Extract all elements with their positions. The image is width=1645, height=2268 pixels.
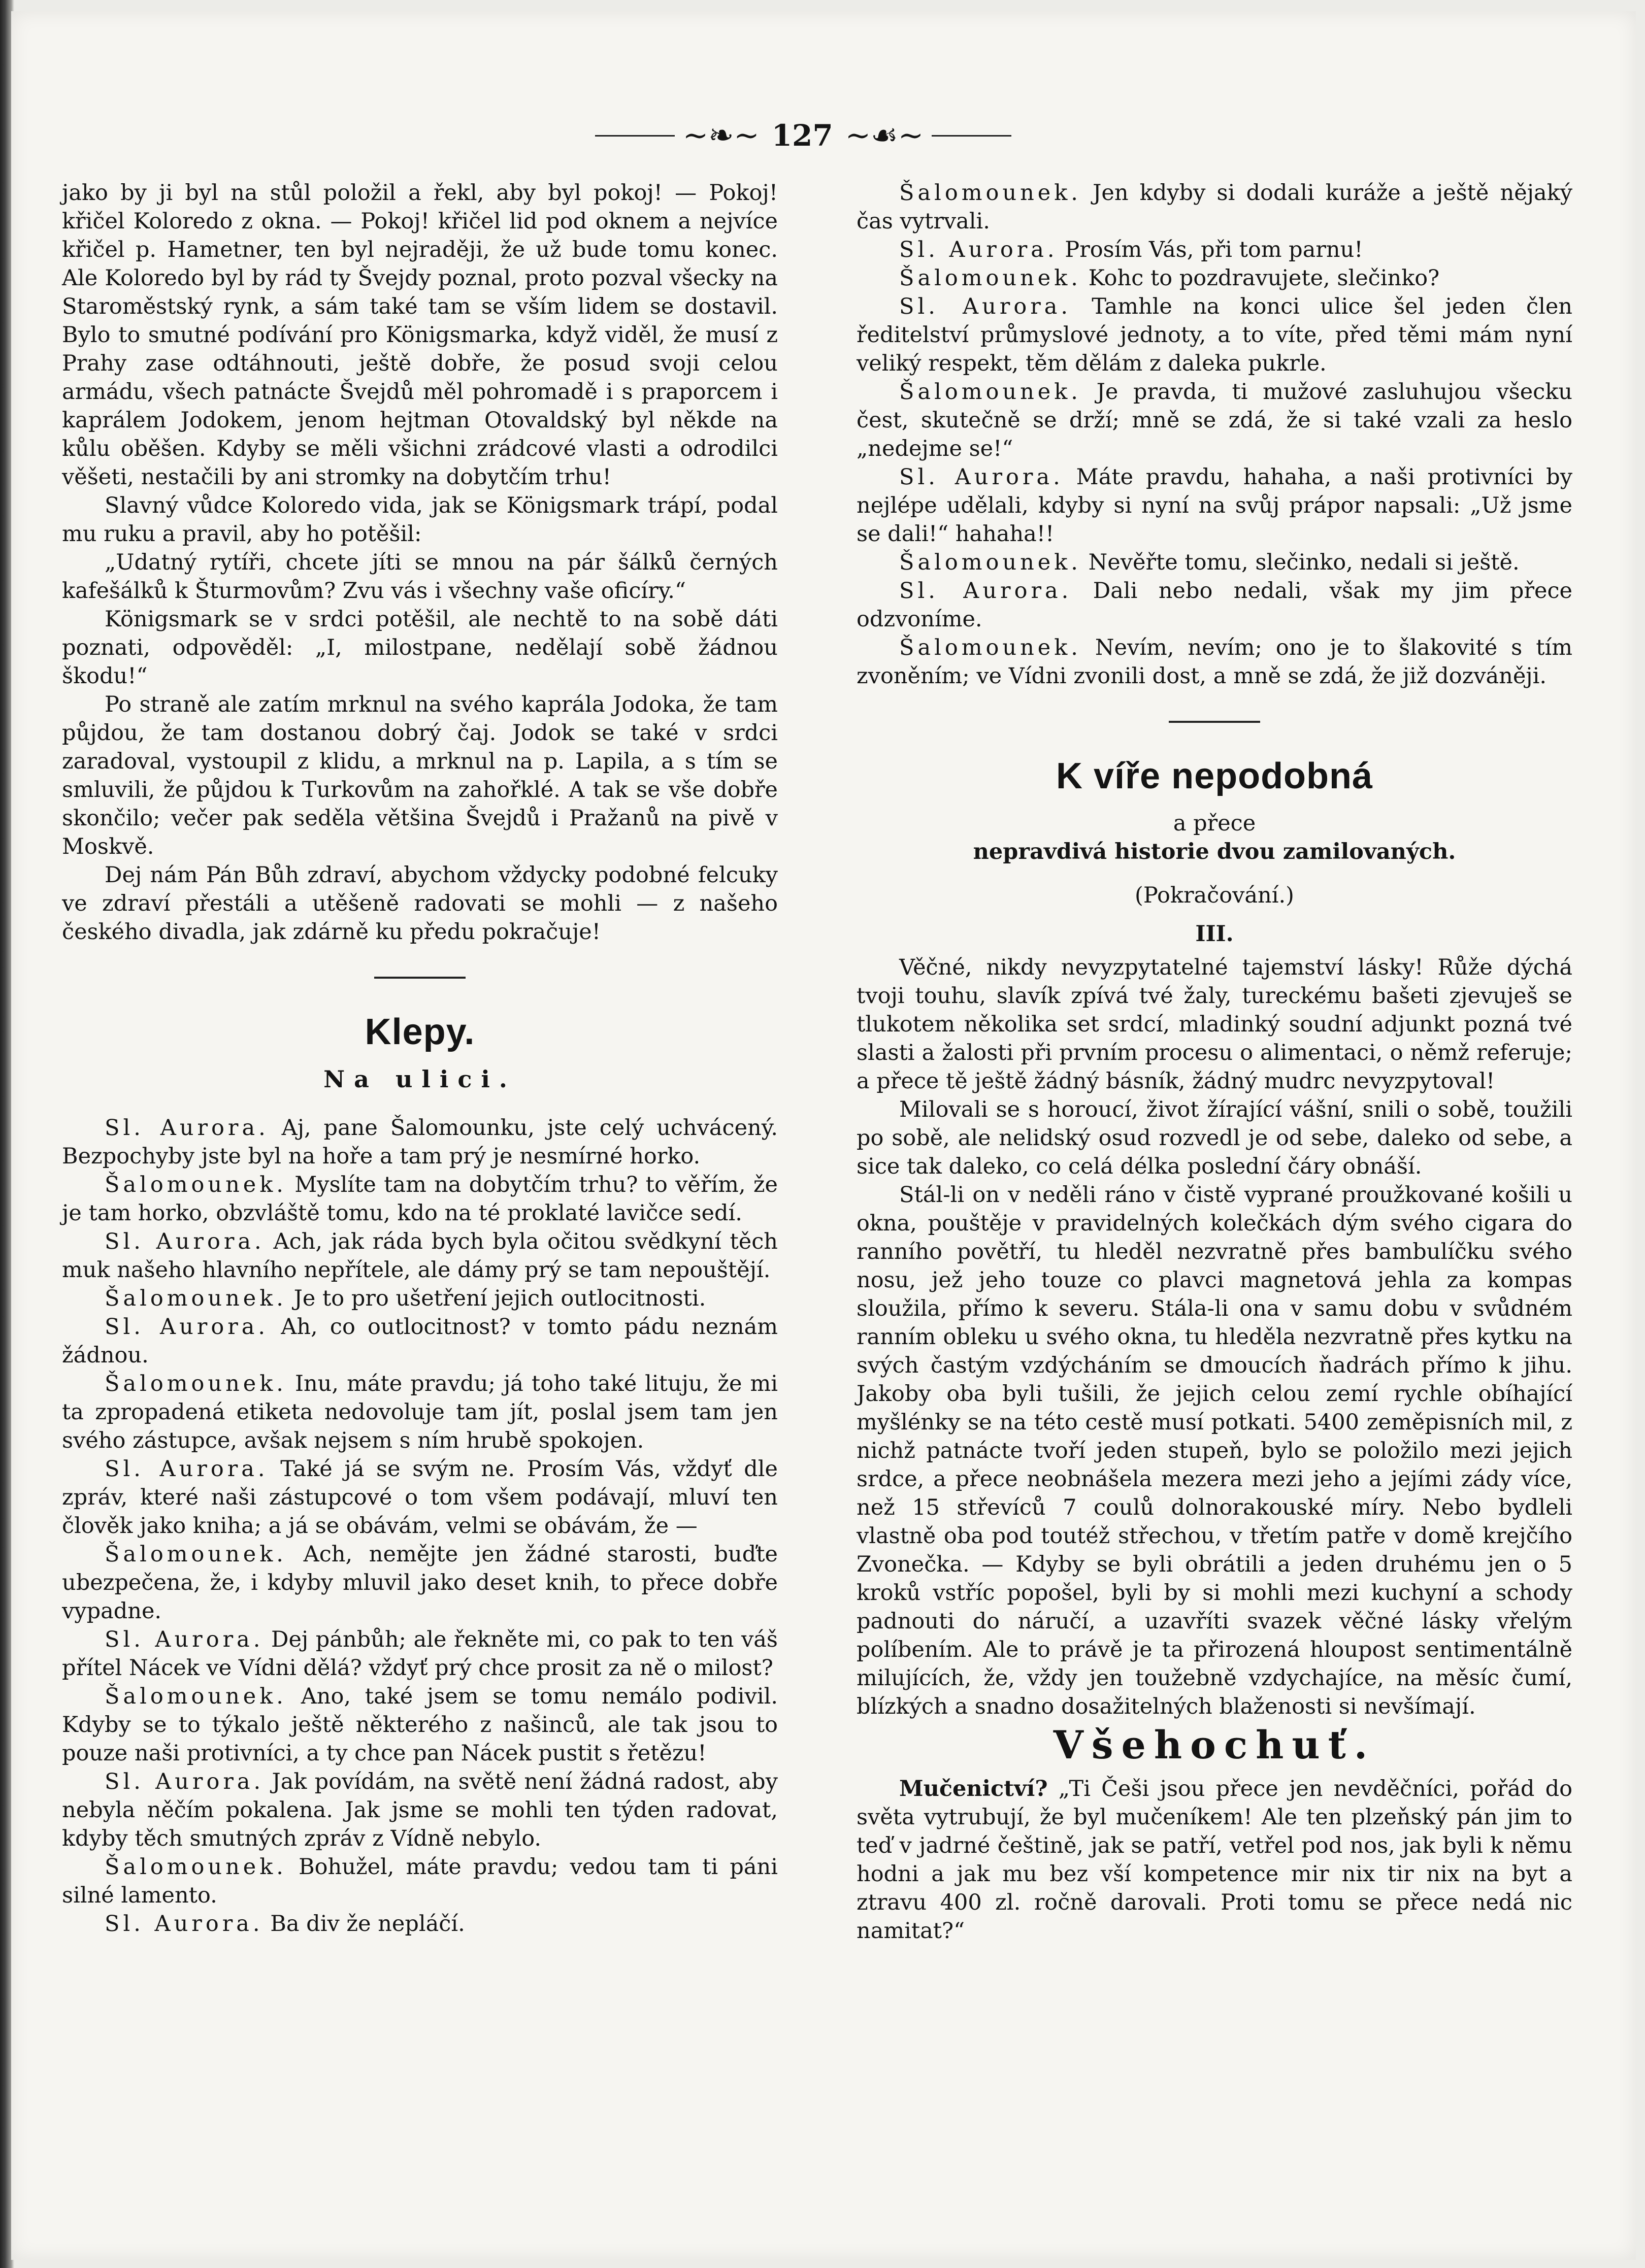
dialogue-line xyxy=(857,548,1572,577)
dialogue-text: Je to pro ušetření jejich outlocitnosti. xyxy=(293,1286,706,1311)
dialogue-text: Jak povídám, na světě není žádná radost, aby nebyla něčím pokalena. Jak jsme se mohli ten týden radovat, kdyby těch smutných zpráv z Vídně nebylo. xyxy=(62,1769,778,1851)
dialogue-text: Kohc to pozdravujete, slečinko? xyxy=(1088,265,1440,291)
dialogue-line xyxy=(857,463,1572,548)
speaker: Sl. Aurora. xyxy=(899,237,1058,262)
dialogue-text: Je pravda, ti mužové zasluhujou všecku čest, skutečně se drží; mně se zdá, že si také vzali za heslo „nedejme se!“ xyxy=(857,379,1572,461)
flourish-icon-left: ~❧~ xyxy=(682,118,760,153)
dialogue-text: Bohužel, máte pravdu; vedou tam ti páni silné lamento. xyxy=(62,1854,778,1908)
dialogue-line xyxy=(62,1767,778,1853)
story-paragraph: Věčné, nikdy nevyzpytatelné tajemství lásky! Růže dýchá tvoji touhu, slavík zpívá tvé žaly, tureckému bašeti zjevuješ se tlukotem několika set srdcí, mladinký soudní adjunkt pozná tvé slasti a žalosti při prvním procesu o alimentaci, o němž referuje; a přece tě ještě žádný básník, žádný mudrc nevyzpytoval! xyxy=(857,955,1572,1094)
speaker: Šalomounek. xyxy=(105,1684,287,1709)
dialogue-text: Ah, co outlocitnost? v tomto pádu neznám žádnou. xyxy=(62,1314,778,1368)
dialogue-line xyxy=(62,1114,778,1171)
header-rule-left xyxy=(595,135,675,137)
dialogue-line xyxy=(857,292,1572,378)
speaker: Sl. Aurora. xyxy=(899,294,1072,319)
left-column xyxy=(62,179,778,1938)
section-title-vsehochut: Všehochuť. xyxy=(1053,1722,1376,1767)
article-paragraph: Dej nám Pán Bůh zdraví, abychom vždycky podobné felcuky ve zdraví přestáli a utěšeně radovati se mohli — z našeho českého divadla, jak zdárně ku předu pokračuje! xyxy=(62,862,778,945)
speaker: Šalomounek. xyxy=(899,550,1081,575)
story-paragraph: Milovali se s horoucí, život žírající vášní, snili o sobě, toužili po sobě, ale nelidský osud rozvedl je od sebe, daleko od sebe, a sice tak daleko, co celá délka poslední čáry obnáší. xyxy=(857,1097,1572,1179)
speaker: Šalomounek. xyxy=(105,1371,287,1396)
speaker: Šalomounek. xyxy=(899,635,1081,660)
speaker: Sl. Aurora. xyxy=(105,1456,269,1482)
section-subtitle: Na ulici. xyxy=(323,1065,516,1093)
page-number: 127 xyxy=(771,118,833,153)
speaker: Šalomounek. xyxy=(899,180,1081,206)
dialogue-line xyxy=(62,1910,778,1938)
speaker: Šalomounek. xyxy=(899,265,1081,291)
article-paragraph: jako by ji byl na stůl položil a řekl, aby byl pokoj! — Pokoj! křičel Koloredo z okna. — Pokoj! křičel lid pod oknem a nejvíce křičel p. Hametner, ten byl nejraději, že už bude tomu konec. Ale Koloredo byl by rád ty Švejdy poznal, proto pozval všecky na Staroměstský rynk, a sám také tam se vším lidem se dostavil. Bylo to smutné podívání pro Königsmarka, když viděl, že musí z Prahy zase odtáhnouti, ještě dobře, že posud svoji celou armádu, všech patnácte Švejdů měl pohromadě i s praporcem i kaprálem Jodokem, jenom hejtman Otovaldský byl někde na kůlu oběšen. Kdyby se měli všichni zrádcové vlasti a odrodilci věšeti, nestačili by ani stromky na dobytčím trhu! xyxy=(62,180,778,490)
speaker: Sl. Aurora. xyxy=(105,1229,265,1254)
article-paragraph: Königsmark se v srdci potěšil, ale nechtě to na sobě dáti poznati, odpověděl: „I, milostpane, nedělají sobě žádnou škodu!“ xyxy=(62,607,778,689)
dialogue-text: Ano, také jsem se tomu nemálo podivil. Kdyby se to týkalo ještě některého z našinců, ale tak jsou to pouze naši protivníci, a ty chce pan Nácek pustit s řetězu! xyxy=(62,1684,778,1766)
miscellany-text: „Ti Češi jsou přece jen nevděčníci, pořád do světa vytrubují, že byl mučeníkem! Ale ten plzeňský pán jim to teď v jadrné češtině, jak se patří, vetřel pod nos, jak byli k němu hodni a jak mu bez vší kompetence mir nix tir nix na byt a ztravu 400 zl. ročně darovali. Proti tomu se přece nedá nic namitat?“ xyxy=(857,1776,1572,1944)
dialogue-text: Ach, jak ráda bych byla očitou svědkyní těch muk našeho hlavního nepřítele, ale dámy prý se tam nepouštějí. xyxy=(62,1229,778,1283)
speaker: Sl. Aurora. xyxy=(105,1769,265,1794)
page-header xyxy=(590,113,1016,158)
speaker: Šalomounek. xyxy=(105,1286,287,1311)
dialogue-text: Tamhle na konci ulice šel jeden člen ředitelství průmyslové jednoty, a to víte, před těmi mám nyní veliký respekt, těm dělám z daleka pukrle. xyxy=(857,294,1572,376)
story-continued-note: (Pokračování.) xyxy=(1135,883,1294,908)
dialogue-line xyxy=(857,236,1572,264)
article-paragraph: Po straně ale zatím mrknul na svého kaprála Jodoka, že tam půjdou, že tam dostanou dobrý čaj. Jodok se také v srdci zaradoval, vystoupil z klidu, a mrknul na p. Lapila, a s tím se smluvili, že půjdou k Turkovům na zahořklé. A tak se vše dobře skončilo; večer pak seděla většina Švejdů i Pražanů na pivě v Moskvě. xyxy=(62,692,778,859)
dialogue-line xyxy=(62,1227,778,1284)
dialogue-line xyxy=(857,633,1572,690)
miscellany-lead: Mučenictví? xyxy=(899,1776,1048,1802)
speaker: Sl. Aurora. xyxy=(105,1911,264,1937)
dialogue-text: Ach, nemějte jen žádné starosti, buďte ubezpečena, že, i kdyby mluvil jako deset knih, to přece dobře vypadne. xyxy=(62,1542,778,1624)
dialogue-line xyxy=(62,1682,778,1767)
dialogue-text: Myslíte tam na dobytčím trhu? to věřím, že je tam horko, obzvláště tomu, kdo na té proklaté lavičce sedí. xyxy=(62,1172,778,1226)
story-paragraph: Stál-li on v neděli ráno v čistě vyprané proužkované košili u okna, pouštěje v pravidelných kolečkách dým svého cigara do ranního povětří, tu hleděl nezvratně přes bambulíčku svého nosu, jež jeho touze co plavci magnetová jehla za kompas sloužila, přímo k severu. Stála-li ona v samu dobu v svůdném ranním obleku u svého okna, tu hleděla nezvratně přes kytku na svých častým vzdýcháním se dmoucích ňadrách přímo k jihu. Jakoby oba byli tušili, že jejich celou zemí rychle obíhající myšlénky se na této cestě musí potkati. 5400 zeměpisních mil, z nichž patnácte tvoří jeden stupeň, bylo se položilo mezi jejich srdce, a přece neobnášela mezera mezi jeho a jejími zády více, než 15 střevíců 7 coulů dolnorakouské míry. Nebo bydleli vlastně oba pod toutéž střechou, v třetím patře v domě krejčího Zvonečka. — Kdyby se byli obrátili a jeden druhému jen o 5 kroků vstříc popošel, byli by si mohli mezi kuchyní a schody padnouti do náručí, a uzavříti svazek věčné lásky vřelým políbením. Ale to právě je ta přirozená hloupost sentimentálně milujících, že, vždy jen toužebně vzdychajíce, na měsíc čumí, blízkých a snadno dosažitelných blaženosti si nevšímají. xyxy=(857,1182,1572,1719)
speaker: Šalomounek. xyxy=(899,379,1081,405)
story-subtitle: nepravdivá historie dvou zamilovaných. xyxy=(973,839,1456,864)
header-rule-right xyxy=(932,135,1011,137)
dialogue-line xyxy=(62,1313,778,1370)
dialogue-line xyxy=(62,1455,778,1540)
dialogue-text: Nevím, nevím; ono je to šlakovité s tím zvoněním; ve Vídni zvonili dost, a mně se zdá, že již dozváněji. xyxy=(857,635,1572,689)
section-title-klepy: Klepy. xyxy=(365,1012,475,1052)
dialogue-text: Ba div že nepláčí. xyxy=(270,1911,465,1937)
dialogue-text: Máte pravdu, hahaha, a naši protivníci by nejlépe udělali, kdyby si nyní na svůj prápor napsali: „Už jsme se dali!“ hahaha!! xyxy=(857,464,1572,547)
speaker: Sl. Aurora. xyxy=(105,1314,269,1340)
dialogue-text: Dej pánbůh; ale řekněte mi, co pak to ten váš přítel Nácek ve Vídni dělá? vždyť prý chce prosit za ně o milost? xyxy=(62,1627,778,1681)
dialogue-line xyxy=(857,577,1572,633)
miscellany-paragraph xyxy=(857,1775,1572,1945)
dialogue-line xyxy=(62,1853,778,1910)
speaker: Sl. Aurora. xyxy=(899,578,1072,604)
article-paragraph: Slavný vůdce Koloredo vida, jak se Königsmark trápí, podal mu ruku a pravil, aby ho potěšil: xyxy=(62,493,778,547)
speaker: Sl. Aurora. xyxy=(899,464,1064,490)
speaker: Sl. Aurora. xyxy=(105,1115,269,1141)
speaker: Sl. Aurora. xyxy=(105,1627,264,1652)
article-paragraph: „Udatný rytíři, chcete jíti se mnou na pár šálků černých kafešálků k Šturmovům? Zvu vás i všechny vaše oficíry.“ xyxy=(62,550,778,604)
right-column xyxy=(857,179,1572,1945)
dialogue-text: Inu, máte pravdu; já toho také lituju, že mi ta zpropadená etiketa nedovoluje tam jít, poslal jsem tam jen svého zástupce, avšak nejsem s ním hrubě spokojen. xyxy=(62,1371,778,1453)
dialogue-line xyxy=(62,1171,778,1227)
dialogue-line xyxy=(857,179,1572,236)
dialogue-line xyxy=(857,378,1572,463)
story-connector: a přece xyxy=(1173,811,1256,836)
dialogue-text: Také já se svým ne. Prosím Vás, vždyť dle zpráv, které naši zástupcové o tom všem podávají, mluví ten člověk jako kniha; a já se obávám, velmi se obávám, že — xyxy=(62,1456,778,1539)
dialogue-text: Jen kdyby si dodali kuráže a ještě nějaký čas vytrvali. xyxy=(857,180,1572,234)
dialogue-line xyxy=(62,1540,778,1625)
section-divider xyxy=(1169,721,1260,723)
speaker: Šalomounek. xyxy=(105,1172,287,1197)
dialogue-line xyxy=(62,1284,778,1313)
story-chapter-number: III. xyxy=(1195,921,1234,947)
dialogue-line xyxy=(62,1370,778,1455)
newspaper-page xyxy=(11,11,1636,2260)
story-title: K víře nepodobná xyxy=(1056,756,1373,796)
dialogue-text: Prosím Vás, při tom parnu! xyxy=(1065,237,1363,262)
flourish-icon-right: ~☙~ xyxy=(845,118,924,153)
dialogue-line xyxy=(62,1625,778,1682)
dialogue-text: Aj, pane Šalomounku, jste celý uchvácený. Bezpochyby jste byl na hoře a tam prý je nesmírné horko. xyxy=(62,1115,778,1169)
dialogue-text: Nevěřte tomu, slečinko, nedali si ještě. xyxy=(1088,550,1520,575)
dialogue-line xyxy=(857,264,1572,292)
dialogue-text: Dali nebo nedali, však my jim přece odzvoníme. xyxy=(857,578,1572,632)
speaker: Šalomounek. xyxy=(105,1542,287,1567)
section-divider xyxy=(374,977,466,979)
speaker: Šalomounek. xyxy=(105,1854,287,1880)
